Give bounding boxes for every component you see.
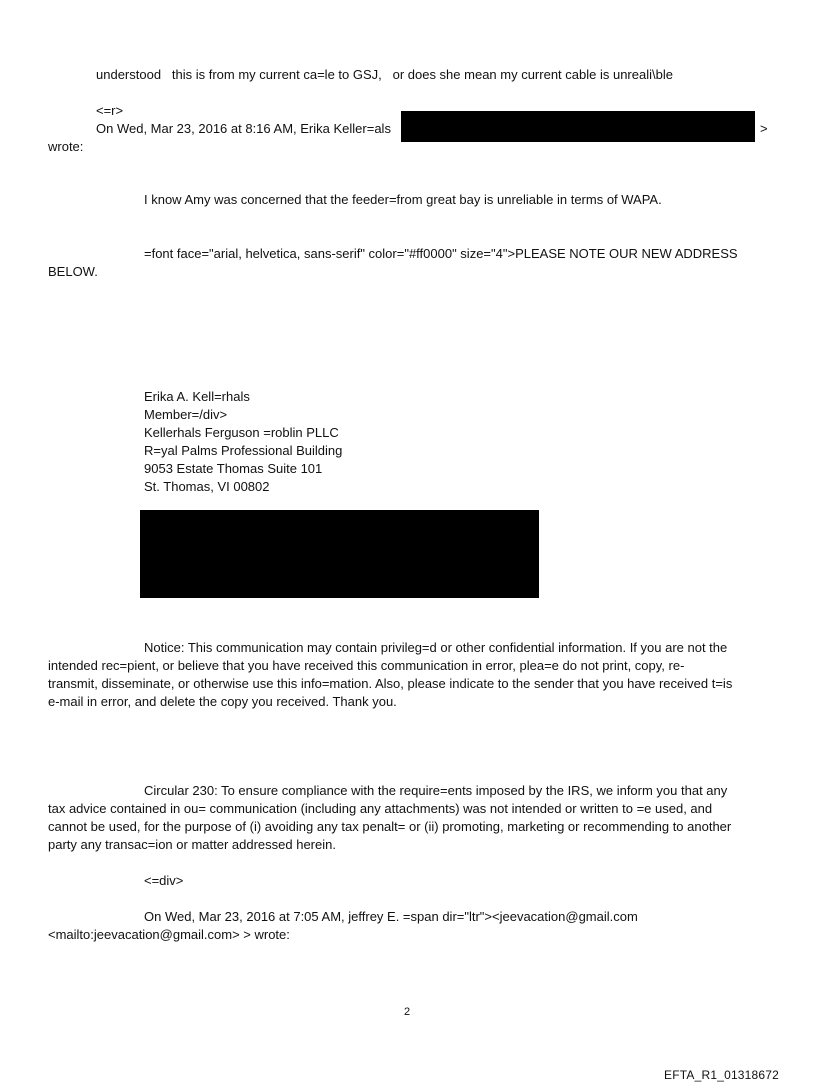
amy-concern-line: I know Amy was concerned that the feeder=from great bay is unreliable in terms of WAPA. <box>144 192 662 207</box>
page-number: 2 <box>404 1006 411 1018</box>
font-tag-line-cont: BELOW. <box>48 264 98 279</box>
notice-line: e-mail in error, and delete the copy you received. Thank you. <box>48 694 397 709</box>
quote-header-1-end: > <box>760 121 768 136</box>
signature-line: Erika A. Kell=rhals <box>144 389 250 404</box>
signature-block <box>144 388 342 496</box>
quote-header-1: On Wed, Mar 23, 2016 at 8:16 AM, Erika Keller=als <box>96 121 391 136</box>
html-tag-r: <=r> <box>96 103 124 118</box>
signature-line: St. Thomas, VI 00802 <box>144 479 270 494</box>
notice-line: Notice: This communication may contain privileg=d or other confidential information. If you are not the <box>144 640 728 655</box>
notice-paragraph <box>48 639 732 711</box>
quote-header-2-cont: <mailto:jeevacation@gmail.com> > wrote: <box>48 927 290 942</box>
redaction-box-contact <box>140 510 539 598</box>
circular-line: party any transac=ion or matter addressed herein. <box>48 837 336 852</box>
signature-line: Member=/div> <box>144 407 228 422</box>
document-id: EFTA_R1_01318672 <box>664 1068 780 1082</box>
quote-header-2: On Wed, Mar 23, 2016 at 7:05 AM, jeffrey E. =span dir="ltr"><jeevacation@gmail.com <box>144 909 638 924</box>
quote-header-1-wrote: wrote: <box>48 139 84 154</box>
notice-line: transmit, disseminate, or otherwise use this info=mation. Also, please indicate to the sender that you have received t=is <box>48 676 733 691</box>
email-line-1: understood this is from my current ca=le to GSJ, or does she mean my current cable is unreali\ble <box>96 67 673 82</box>
circular-line: Circular 230: To ensure compliance with the require=ents imposed by the IRS, we inform you that any <box>144 783 728 798</box>
signature-line: Kellerhals Ferguson =roblin PLLC <box>144 425 339 440</box>
redaction-box-email <box>401 111 755 142</box>
signature-line: 9053 Estate Thomas Suite 101 <box>144 461 323 476</box>
notice-line: intended rec=pient, or believe that you have received this communication in error, plea=e do not print, copy, re- <box>48 658 685 673</box>
circular-line: tax advice contained in ou= communication (including any attachments) was not intended or written to =e used, and <box>48 801 713 816</box>
circular-line: cannot be used, for the purpose of (i) avoiding any tax penalt= or (ii) promoting, marketing or recommending to another <box>48 819 732 834</box>
font-tag-line: =font face="arial, helvetica, sans-serif" color="#ff0000" size="4">PLEASE NOTE OUR NEW ADDRESS <box>144 246 738 261</box>
circular-230-paragraph <box>48 782 731 854</box>
html-tag-div: <=div> <box>144 873 184 888</box>
signature-line: R=yal Palms Professional Building <box>144 443 343 458</box>
